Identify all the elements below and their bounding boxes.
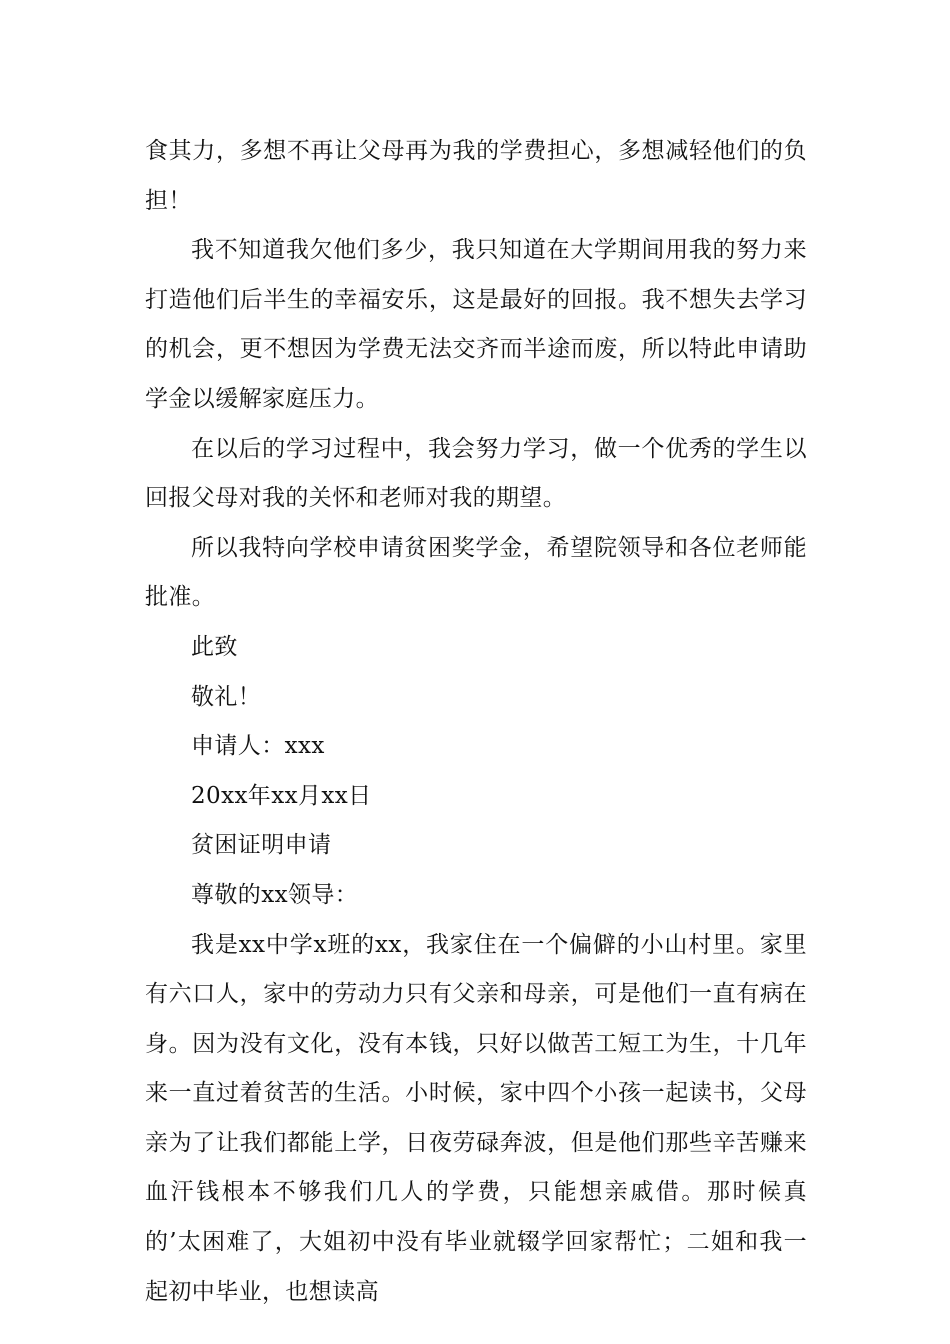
application-date: 20xx年xx月xx日 (191, 782, 372, 809)
paragraph-repay-parents: 我不知道我欠他们多少，我只知道在大学期间用我的努力来打造他们后半生的幸福安乐，这是最好的回报。我不想失去学习的机会，更不想因为学费无法交齐而半途而废，所以特此申请助学金以缓解家庭压力。 (145, 237, 807, 412)
applicant-name: 申请人：xxx (191, 733, 325, 760)
paragraph-study-hard: 在以后的学习过程中，我会努力学习，做一个优秀的学生以回报父母对我的关怀和老师对我的期望。 (145, 435, 807, 512)
closing-salutation: 此致 (191, 633, 238, 660)
section-title: 贫困证明申请 (191, 832, 332, 859)
document-body (145, 127, 807, 1317)
closing-regards: 敬礼！ (191, 683, 262, 710)
paragraph-continuation: 食其力，多想不再让父母再为我的学费担心，多想减轻他们的负担！ (145, 138, 807, 214)
paragraph-request: 所以我特向学校申请贫困奖学金，希望院领导和各位老师能批准。 (145, 534, 807, 611)
letter-greeting: 尊敬的xx领导： (191, 881, 359, 908)
paragraph-family-situation: 我是xx中学x班的xx，我家住在一个偏僻的小山村里。家里有六口人，家中的劳动力只有父亲和母亲，可是他们一直有病在身。因为没有文化，没有本钱，只好以做苦工短工为生，十几年来一直过着贫苦的生活。小时候，家中四个小孩一起读书，父母亲为了让我们都能上学，日夜劳碌奔波，但是他们那些辛苦赚来血汗钱根本不够我们几人的学费，只能想亲戚借。那时候真的’太困难了，大姐初中没有毕业就辍学回家帮忙；二姐和我一起初中毕业，也想读高 (145, 931, 807, 1305)
